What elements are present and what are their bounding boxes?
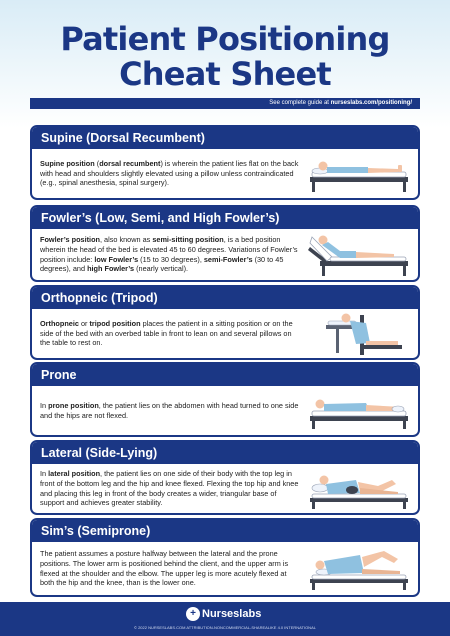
section-fowlers: [30, 205, 420, 282]
section-text: [40, 401, 302, 420]
emphasis-text: low Fowler’s: [94, 254, 139, 264]
emphasis-text: tripod position: [89, 319, 141, 329]
section-text: [40, 159, 302, 188]
title-line-1: Patient Positioning: [60, 20, 390, 58]
section-body: [32, 149, 418, 198]
body-text: or: [78, 319, 90, 329]
emphasis-text: dorsal recumbent: [99, 159, 161, 169]
fowlers-illustration: [306, 231, 412, 277]
prone-illustration: [306, 390, 412, 430]
guide-prefix: See complete guide at: [269, 100, 331, 106]
page-title: [0, 22, 450, 92]
body-text: , the patient lies on the abdomen with head turned to one side and the hips are not flexed.: [40, 400, 299, 420]
section-sims: [30, 518, 420, 597]
body-text: , the patient lies on one side of their body with the top leg in front of the bottom leg and the hip and knee flexed. Flexing the top hip and knee and placing this leg in front of the body creates a wider, triangular base of support and achieves greater stability.: [40, 469, 299, 508]
body-text: In: [40, 400, 49, 410]
emphasis-text: prone position: [48, 400, 99, 410]
body-text: (30 to 45 degrees), and: [40, 254, 284, 274]
emphasis-text: Orthopneic: [40, 319, 79, 329]
section-orthopneic: [30, 285, 420, 360]
section-prone: [30, 362, 420, 437]
section-body: [32, 464, 418, 513]
emphasis-text: semi-Fowler’s: [203, 254, 253, 264]
body-text: places the patient in a sitting position or on the side of the bed with an overbed table in front to lean on and several pillows on the table to rest on.: [40, 319, 293, 348]
logo-text: Nurseslabs: [202, 607, 262, 620]
body-text: In: [40, 469, 49, 479]
copyright: © 2022 NURSESLABS.COM ATTRIBUTION-NONCOMMERCIAL-SHAREALIKE 4.0 INTERNATIONAL: [134, 625, 316, 630]
section-supine: [30, 125, 420, 200]
section-body: [32, 542, 418, 595]
emphasis-text: Supine position: [40, 159, 95, 169]
body-text: ) is wherein the patient lies flat on the back with head and shoulders slightly elevated using a pillow unless contraindicated (e.g., spinal anesthesia, spinal surgery).: [40, 159, 299, 188]
body-text: (nearly vertical).: [134, 264, 189, 274]
section-body: [32, 309, 418, 358]
header: [0, 0, 450, 128]
supine-illustration: [306, 153, 412, 193]
title-line-2: Cheat Sheet: [119, 55, 331, 93]
emphasis-text: high Fowler’s: [87, 264, 135, 274]
footer: [0, 602, 450, 636]
section-text: [40, 235, 302, 273]
section-title: Prone: [32, 364, 418, 386]
nurseslabs-logo[interactable]: [186, 605, 264, 622]
section-body: [32, 386, 418, 435]
body-text: , also known as: [100, 235, 153, 245]
section-title: Lateral (Side-Lying): [32, 442, 418, 464]
logo-icon: +: [186, 607, 200, 621]
emphasis-text: Fowler’s position: [40, 235, 100, 245]
section-text: [40, 549, 302, 587]
body-text: , is a bed position wherein the head of the bed is elevated 45 to 60 degrees. Variations of Fowler’s position include:: [40, 235, 298, 264]
sims-illustration: [306, 545, 412, 591]
section-title: Orthopneic (Tripod): [32, 287, 418, 309]
guide-banner: [30, 98, 420, 109]
body-text: (: [94, 159, 100, 169]
body-text: The patient assumes a posture halfway between the lateral and the prone positions. The lower arm is positioned behind the client, and the upper arm is flexed at the shoulder and the elbow. The upper leg is more acutely flexed at both the hip and the knee, than is the lower one.: [40, 549, 289, 588]
section-body: [32, 229, 418, 280]
section-title: Supine (Dorsal Recumbent): [32, 127, 418, 149]
emphasis-text: semi-sitting position: [152, 235, 224, 245]
section-title: Fowler’s (Low, Semi, and High Fowler’s): [32, 207, 418, 229]
section-lateral: [30, 440, 420, 515]
emphasis-text: lateral position: [48, 469, 101, 479]
lateral-illustration: [306, 468, 412, 510]
guide-link[interactable]: nurseslabs.com/positioning/: [330, 100, 412, 106]
section-text: [40, 319, 302, 348]
section-text: [40, 469, 302, 507]
section-title: Sim’s (Semiprone): [32, 520, 418, 542]
orthopneic-illustration: [306, 311, 412, 356]
body-text: (15 to 30 degrees),: [138, 254, 204, 264]
